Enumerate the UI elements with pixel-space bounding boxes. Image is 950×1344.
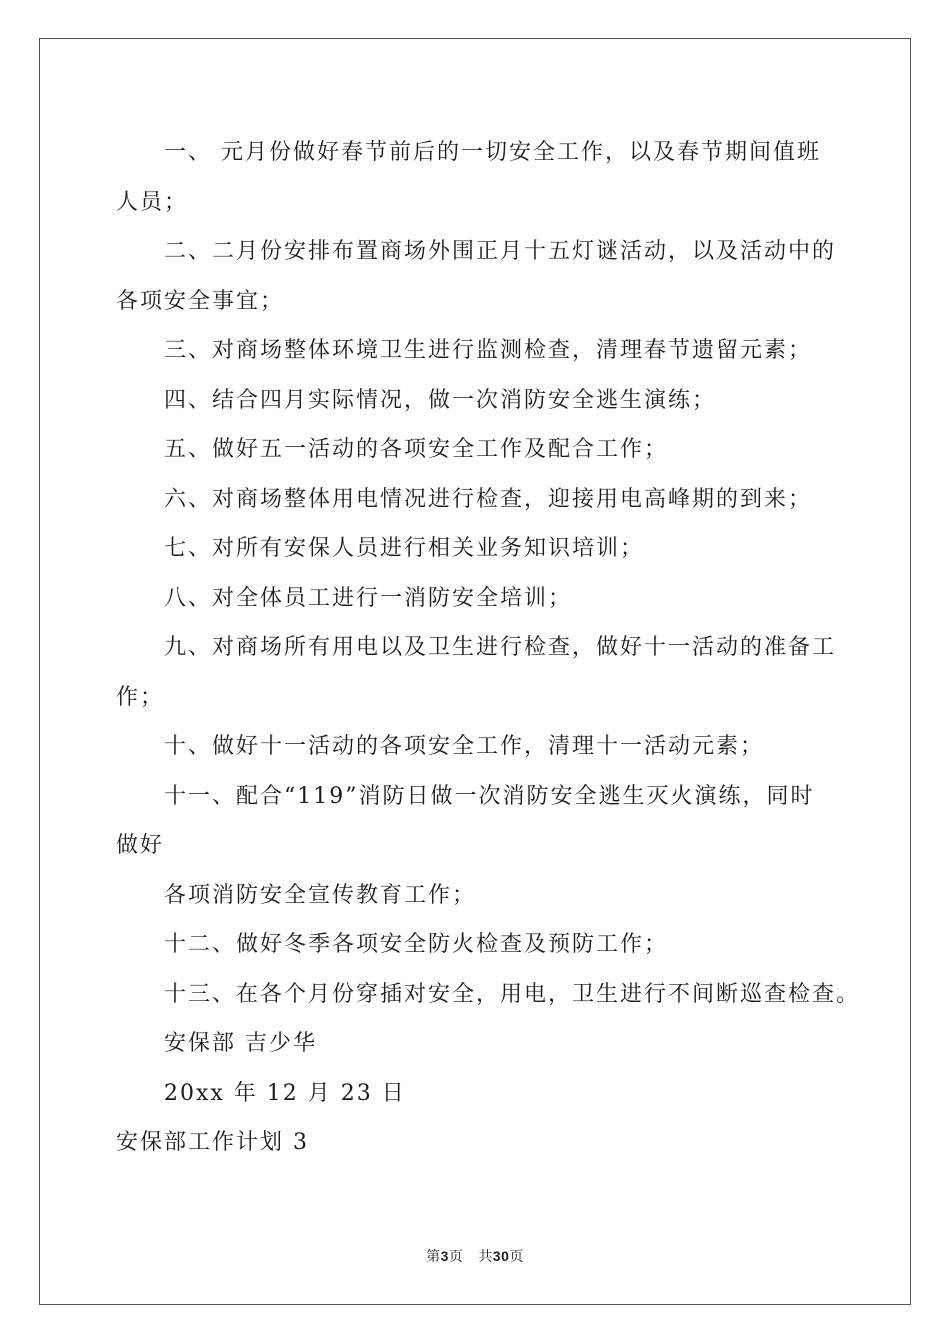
document-line: 六、对商场整体用电情况进行检查，迎接用电高峰期的到来； bbox=[164, 486, 813, 512]
document-line: 五、做好五一活动的各项安全工作及配合工作； bbox=[164, 437, 669, 462]
document-line: 九、对商场所有用电以及卫生进行检查，做好十一活动的准备工 bbox=[164, 635, 837, 660]
document-line: 各项消防安全宣传教育工作； bbox=[164, 882, 477, 908]
document-line: 作； bbox=[116, 684, 165, 710]
document-line: 四、结合四月实际情况，做一次消防安全逃生演练； bbox=[164, 387, 717, 413]
page-footer bbox=[0, 1246, 950, 1266]
document-line: 八、对全体员工进行一消防安全培训； bbox=[164, 585, 573, 611]
document-line: 十一、配合“119”消防日做一次消防安全逃生灭火演练，同时 bbox=[164, 783, 815, 809]
document-line: 一、 元月份做好春节前后的一切安全工作，以及春节期间值班 bbox=[164, 140, 821, 165]
footer-current-page: 3 bbox=[440, 1248, 449, 1264]
document-line: 十二、做好冬季各项安全防火检查及预防工作； bbox=[164, 932, 669, 957]
document-line: 做好 bbox=[116, 833, 165, 858]
document-line: 七、对所有安保人员进行相关业务知识培训； bbox=[164, 536, 645, 561]
document-line: 安保部工作计划 3 bbox=[116, 1130, 309, 1155]
document-line: 安保部 吉少华 bbox=[164, 1031, 317, 1056]
footer-total-pages: 30 bbox=[492, 1248, 510, 1264]
document-body bbox=[116, 128, 861, 1168]
document-line: 十、做好十一活动的各项安全工作，清理十一活动元素； bbox=[164, 734, 765, 759]
document-line: 各项安全事宜； bbox=[116, 288, 285, 314]
footer-total-prefix: 共 bbox=[478, 1249, 493, 1265]
footer-page-suffix: 页 bbox=[448, 1249, 464, 1265]
document-line: 三、对商场整体环境卫生进行监测检查，清理春节遗留元素； bbox=[164, 338, 813, 363]
document-line: 十三、在各个月份穿插对安全，用电，卫生进行不间断巡查检查。 bbox=[164, 981, 861, 1007]
footer-total-suffix: 页 bbox=[509, 1249, 524, 1265]
document-line: 人员； bbox=[116, 189, 189, 215]
footer-page-prefix: 第 bbox=[426, 1249, 441, 1265]
document-line: 20xx 年 12 月 23 日 bbox=[164, 1080, 406, 1106]
document-line: 二、二月份安排布置商场外围正月十五灯谜活动，以及活动中的 bbox=[164, 239, 837, 264]
